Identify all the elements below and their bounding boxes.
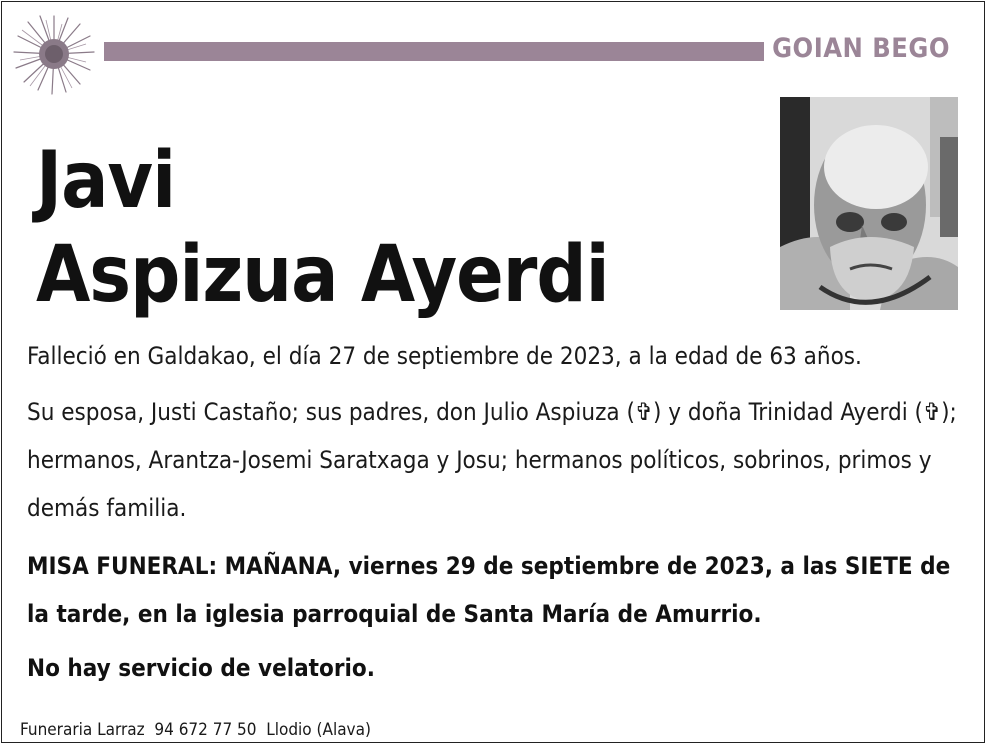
deceased-first-name: Javi bbox=[36, 136, 176, 226]
portrait-photo bbox=[780, 97, 958, 310]
family-notice: Su esposa, Justi Castaño; sus padres, don Julio Aspiuza (✞) y doña Trinidad Ayerdi (✞); hermanos, Arantza-Josemi Saratxaga y Josu; hermanos políticos, sobrinos, primos y demás familia. bbox=[27, 398, 957, 522]
funeral-mass-notice: MISA FUNERAL: MAÑANA, viernes 29 de septiembre de 2023, a las SIETE de la tarde, en la iglesia parroquial de Santa María de Amurrio. bbox=[27, 552, 951, 628]
footer-info bbox=[20, 720, 371, 740]
thistle-flower-icon bbox=[10, 12, 98, 96]
brand-title: GOIAN BEGO bbox=[772, 33, 950, 64]
funeral-home-phone: 94 672 77 50 bbox=[154, 720, 257, 740]
deceased-surname: Aspizua Ayerdi bbox=[36, 230, 609, 320]
funeral-home-name: Funeraria Larraz bbox=[20, 720, 145, 740]
wake-notice: No hay servicio de velatorio. bbox=[27, 654, 375, 682]
death-notice: Falleció en Galdakao, el día 27 de septiembre de 2023, a la edad de 63 años. bbox=[27, 342, 862, 370]
header-bar bbox=[104, 42, 764, 61]
obituary-card bbox=[1, 1, 985, 743]
funeral-home-location: Llodio (Alava) bbox=[266, 720, 371, 740]
